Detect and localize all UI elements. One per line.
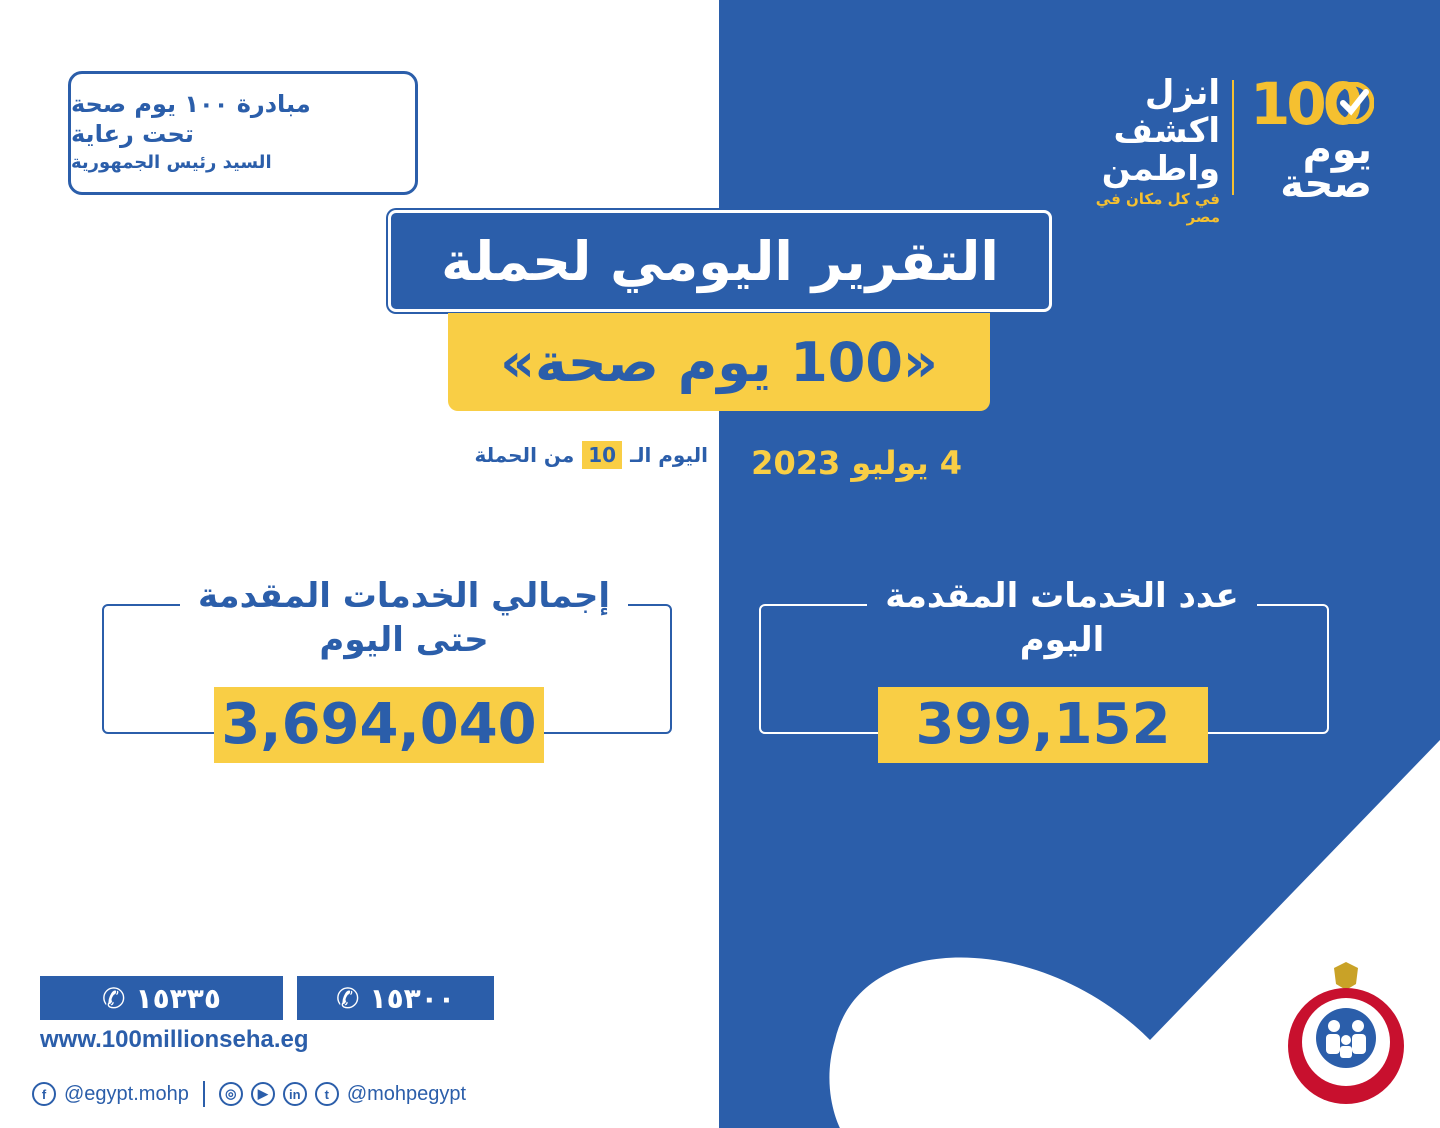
website-link[interactable]: www.100millionseha.eg	[40, 1026, 309, 1053]
phone-icon: ✆	[102, 981, 126, 1015]
report-date: 4 يوليو 2023	[751, 444, 962, 482]
logo-number: 100	[1250, 70, 1360, 138]
white-curve-shape	[829, 958, 1150, 1128]
sponsor-line-3: السيد رئيس الجمهورية	[71, 152, 272, 173]
total-services-value: 3,694,040	[214, 687, 544, 763]
today-services-value: 399,152	[878, 687, 1208, 763]
slogan-tagline: في كل مكان في مصر	[1095, 190, 1220, 226]
slogan-line-3: واطمن	[1101, 149, 1220, 189]
linkedin-icon[interactable]: in	[283, 1082, 307, 1106]
sponsor-box	[68, 71, 418, 195]
social-bar	[32, 1078, 466, 1110]
campaign-day-number: 10	[582, 441, 622, 469]
slogan	[1060, 74, 1220, 226]
campaign-day-suffix: من الحملة	[474, 443, 575, 467]
total-services-label	[130, 574, 678, 662]
logo-word-1: يوم	[1302, 127, 1372, 173]
twitter-icon[interactable]: t	[315, 1082, 339, 1106]
today-services-label	[788, 574, 1336, 662]
facebook-icon[interactable]: f	[32, 1082, 56, 1106]
slogan-line-2: اكشف	[1113, 111, 1220, 151]
hotline-1-number: ١٥٣٣٥	[135, 981, 221, 1015]
report-subtitle: «100 يوم صحة»	[448, 313, 990, 411]
campaign-logo	[1236, 70, 1386, 207]
social-divider	[203, 1081, 205, 1107]
instagram-icon[interactable]: ◎	[219, 1082, 243, 1106]
sponsor-line-2: تحت رعاية	[71, 120, 194, 148]
report-title: التقرير اليومي لحملة	[388, 210, 1052, 312]
ministry-emblem-icon	[1282, 962, 1410, 1110]
total-label-line-2: حتى اليوم	[319, 620, 489, 660]
hotline-2-number: ١٥٣٠٠	[369, 981, 455, 1015]
campaign-day-note	[458, 440, 708, 470]
check-icon	[1332, 82, 1374, 124]
today-label-line-1: عدد الخدمات المقدمة	[867, 576, 1257, 616]
hotline-2[interactable]	[297, 976, 494, 1020]
campaign-day-prefix: اليوم الـ	[630, 443, 708, 467]
logo-word-2: صحة	[1280, 161, 1372, 207]
sponsor-line-1: مبادرة ١٠٠ يوم صحة	[71, 90, 311, 118]
facebook-handle[interactable]: @egypt.mohp	[64, 1082, 189, 1105]
total-label-line-1: إجمالي الخدمات المقدمة	[180, 576, 628, 616]
social-handle[interactable]: @mohpegypt	[346, 1082, 467, 1105]
phone-icon: ✆	[336, 981, 360, 1015]
logo-divider	[1232, 80, 1234, 195]
today-label-line-2: اليوم	[1019, 620, 1105, 660]
youtube-icon[interactable]: ▶	[251, 1082, 275, 1106]
slogan-line-1: انزل	[1144, 73, 1220, 113]
hotline-1[interactable]	[40, 976, 283, 1020]
